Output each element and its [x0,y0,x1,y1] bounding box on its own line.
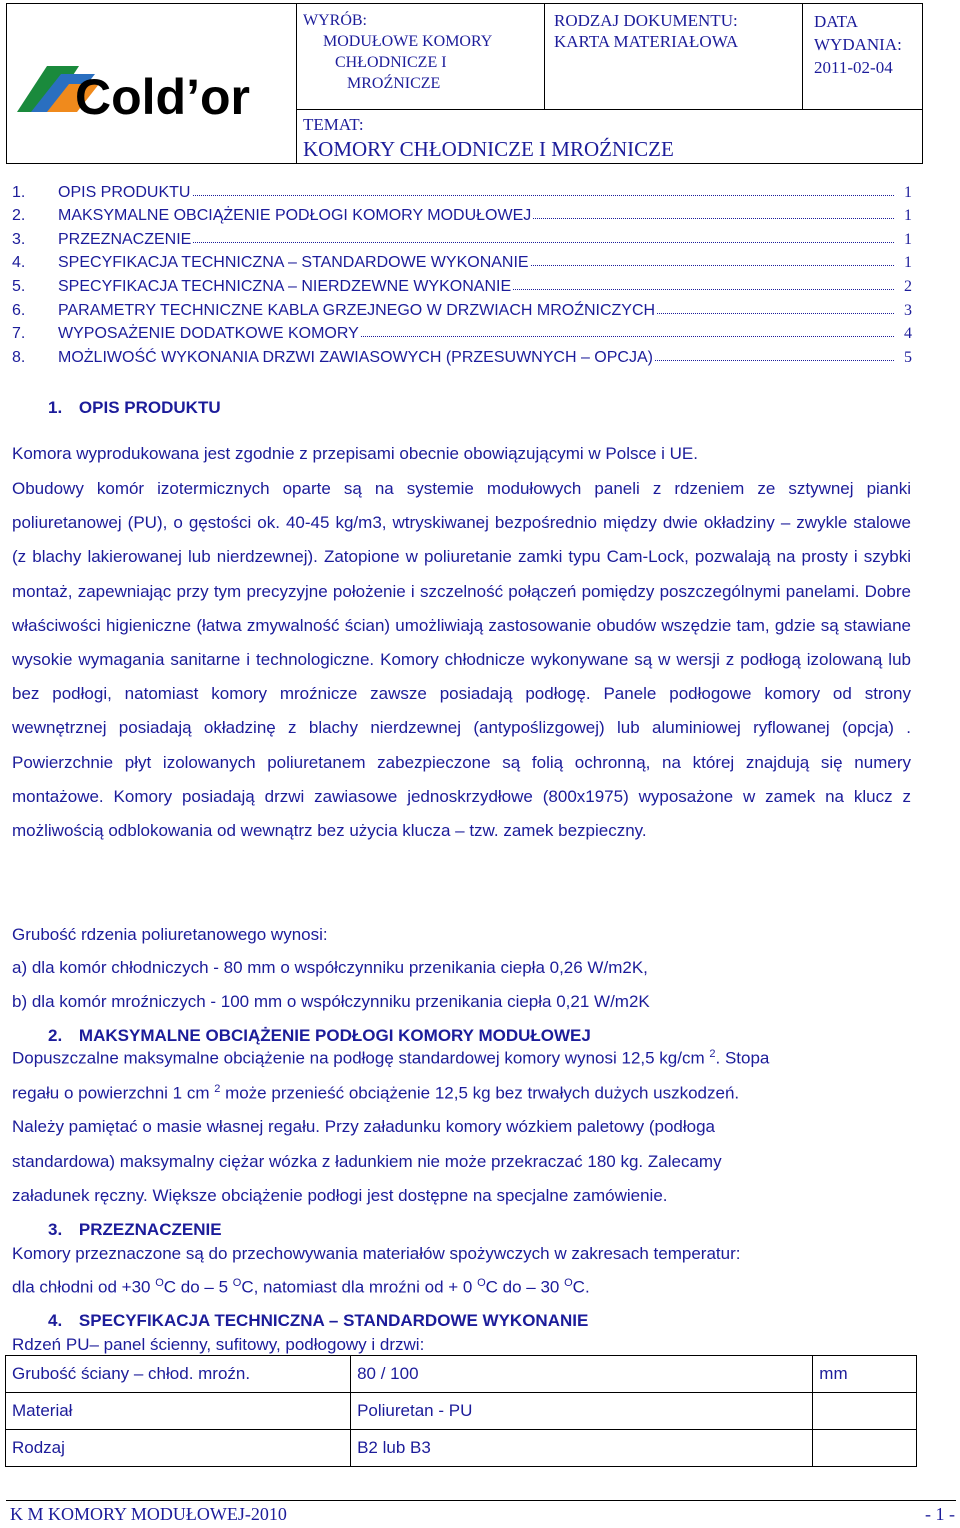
section-title: SPECYFIKACJA TECHNICZNA – STANDARDOWE WYKONANIE [78,1311,589,1330]
toc-entry-text: MAKSYMALNE OBCIĄŻENIE PODŁOGI KOMORY MODUŁOWEJ [58,207,532,224]
toc-entry[interactable] [12,275,912,298]
section-2-heading [48,1026,591,1046]
table-cell: Rodzaj [6,1430,351,1467]
toc-entry-title [12,184,192,201]
toc-entry-number: 8. [12,349,26,366]
toc-entry-number: 7. [12,325,26,342]
spec-table [5,1355,917,1467]
toc-entry-page: 3 [901,299,912,322]
s1-thickness-intro: Grubość rdzenia poliuretanowego wynosi: [12,925,328,944]
sup-2: 2 [214,1083,221,1095]
toc-entry-title [12,278,513,295]
toc-entry-title [12,349,655,366]
s2-line-2 [12,1083,739,1104]
topic-cell [297,110,922,163]
product-cell [297,4,545,110]
product-line-3: MROŹNICZE [347,75,441,92]
doctype-label: RODZAJ DOKUMENTU: [554,11,738,30]
s3-text-4: C do – 30 [485,1277,565,1297]
table-row [6,1430,917,1467]
topic-value: KOMORY CHŁODNICZE I MROŹNICZE [303,137,674,161]
section-1-heading [48,398,221,418]
toc-entry-text: MOŻLIWOŚĆ WYKONANIA DRZWI ZAWIASOWYCH (PRZESUWNYCH – OPCJA) [58,349,653,366]
s3-line-1: Komory przeznaczone są do przechowywania materiałów spożywczych w zakresach temperatur: [12,1244,741,1263]
toc-entry-page: 1 [901,204,912,227]
date-label-1: DATA [814,12,858,31]
s2-line-1 [12,1048,769,1069]
toc-entry-title [12,302,657,319]
table-cell: 80 / 100 [351,1356,813,1393]
logo-cell [7,4,297,163]
table-cell [813,1393,917,1430]
toc-entry-number: 4. [12,254,26,271]
section-number: 3. [48,1220,63,1239]
page-footer [10,1504,955,1525]
product-line-1: MODUŁOWE KOMORY [323,33,493,50]
doctype-cell [545,4,803,110]
footer-page-number: - 1 - [925,1504,955,1524]
toc-entry-page: 1 [901,251,912,274]
toc-entry-page: 2 [901,275,912,298]
s1-item-b: b) dla komór mroźniczych - 100 mm o współczynniku przenikania ciepła 0,21 W/m2K [12,992,650,1011]
toc-entry-page: 1 [901,181,912,204]
s2-line-5: załadunek ręczny. Większe obciążenie podłogi jest dostępne na specjalne zamówienie. [12,1186,668,1205]
s2-line-4: standardowa) maksymalny ciężar wózka z ładunkiem nie może przekraczać 180 kg. Zalecamy [12,1152,722,1171]
toc-entry[interactable] [12,228,912,251]
section-number: 4. [48,1311,63,1330]
toc-entry[interactable] [12,251,912,274]
table-cell [813,1430,917,1467]
degree-sup: O [232,1277,242,1289]
toc-entry-title [12,207,533,224]
s2-line-2a: regału o powierzchni 1 cm [12,1083,210,1103]
toc-entry-text: PRZEZNACZENIE [58,231,192,248]
toc-entry-number: 6. [12,302,26,319]
section-title: MAKSYMALNE OBCIĄŻENIE PODŁOGI KOMORY MODUŁOWEJ [78,1026,591,1045]
s2-line-2b: może przenieść obciążenie 12,5 kg bez trwałych dużych uszkodzeń. [220,1083,740,1103]
product-label: WYRÓB: [303,12,367,29]
s2-line-1b: . Stopa [715,1048,770,1068]
toc-entry[interactable] [12,322,912,345]
toc-entry[interactable] [12,299,912,322]
toc-entry-number: 5. [12,278,26,295]
table-cell: Materiał [6,1393,351,1430]
s3-line-2 [12,1277,590,1298]
degree-sup: O [155,1277,164,1289]
toc-entry-page: 5 [901,346,912,369]
toc-entry-title [12,231,193,248]
toc-entry-page: 1 [901,228,912,251]
toc-entry-title [12,254,531,271]
toc-entry-text: SPECYFIKACJA TECHNICZNA – NIERDZEWNE WYKONANIE [58,278,512,295]
toc-entry[interactable] [12,204,912,227]
date-value: 2011-02-04 [814,58,893,77]
section-number: 1. [48,398,63,417]
toc-entry-text: OPIS PRODUKTU [58,184,191,201]
doctype-value: KARTA MATERIAŁOWA [554,32,739,51]
table-row [6,1356,917,1393]
s3-text-5: C. [572,1277,590,1297]
toc-entry[interactable] [12,181,912,204]
footer-left: K M KOMORY MODUŁOWEJ-2010 [10,1504,287,1524]
section-number: 2. [48,1026,63,1045]
s3-text-1: dla chłodni od +30 [12,1277,156,1297]
section-3-heading [48,1220,222,1240]
table-cell: Grubość ściany – chłod. mroźn. [6,1356,351,1393]
s4-subtitle: Rdzeń PU– panel ścienny, sufitowy, podłogowy i drzwi: [12,1335,425,1354]
toc-entry-number: 3. [12,231,26,248]
date-cell [803,4,922,110]
s1-item-a: a) dla komór chłodniczych - 80 mm o współczynniku przenikania ciepła 0,26 W/m2K, [12,958,648,977]
degree-sup: O [564,1277,573,1289]
product-line-2: CHŁODNICZE I [335,54,447,71]
toc-entry-text: PARAMETRY TECHNICZNE KABLA GRZEJNEGO W DRZWIACH MROŹNICZYCH [58,302,656,319]
sup-2: 2 [709,1048,716,1060]
footer-rule [6,1500,956,1501]
coldor-logo [7,4,297,163]
section-4-heading [48,1311,588,1331]
table-cell: Poliuretan - PU [351,1393,813,1430]
s2-line-1a: Dopuszczalne maksymalne obciążenie na podłogę standardowej komory wynosi 12,5 kg/cm [12,1048,705,1068]
toc-entry-text: SPECYFIKACJA TECHNICZNA – STANDARDOWE WYKONANIE [58,254,529,271]
section-title: PRZEZNACZENIE [78,1220,222,1239]
table-row [6,1393,917,1430]
s3-text-3: C, natomiast dla mroźni od + 0 [241,1277,478,1297]
date-label-2: WYDANIA: [814,35,902,54]
section-title: OPIS PRODUKTU [78,398,221,417]
s1-body [12,472,911,848]
s1-intro: Komora wyprodukowana jest zgodnie z przepisami obecnie obowiązującymi w Polsce i UE. [12,444,698,463]
toc-entry[interactable] [12,346,912,369]
toc-entry-title [12,325,361,342]
s1-body-text: Obudowy komór izotermicznych oparte są na systemie modułowych paneli z rdzeniem ze sztywnej pianki poliuretanowej (PU), o gęstości ok. 40-45 kg/m3, wtryskiwanej bezpośrednio między dwie okładziny – zwykle stalowe (z blachy lakierowanej lub nierdzewnej). Zatopione w poliuretanie zamki typu Cam-Lock, pozwalają na prosty i szybki montaż, zapewniając przy tym precyzyjne położenie i szczelność połączeń pomiędzy poszczególnymi panelami. Dobre właściwości higieniczne (łatwa zmywalność ścian) umożliwiają zastosowanie obudów wszędzie tam, gdzie są stawiane wysokie wymagania sanitarne i technologiczne. Komory chłodnicze wykonywane są w wersji z podłogą izolowaną lub bez podłogi, natomiast komory mroźnicze zawsze posiadają podłogę. Panele podłogowe komory od strony wewnętrznej posiadają okładzinę z blachy nierdzewnej (antypoślizgowej) lub aluminiowej ryflowanej (opcja) . Powierzchnie płyt izolowanych poliuretanem zabezpieczone są folią ochronną, na której znajdują się numery montażowe. Komory posiadają drzwi zawiasowe jednoskrzydłowe (800x1975) wyposażone w zamek na klucz z możliwością odblokowania od wewnątrz bez użycia klucza – tzw. zamek bezpieczny. [12,479,911,841]
toc-entry-number: 2. [12,207,26,224]
s2-line-3: Należy pamiętać o masie własnej regału. Przy załadunku komory wózkiem paletowy (podłoga [12,1117,715,1136]
degree-sup: O [477,1277,486,1289]
table-cell: mm [813,1356,917,1393]
document-header [6,3,923,164]
topic-label: TEMAT: [303,115,364,134]
s3-text-2: C do – 5 [163,1277,233,1297]
table-cell: B2 lub B3 [351,1430,813,1467]
logo-text: Cold’or [75,69,250,125]
toc-entry-number: 1. [12,184,26,201]
toc-entry-text: WYPOSAŻENIE DODATKOWE KOMORY [58,325,359,342]
toc-entry-page: 4 [901,322,912,345]
